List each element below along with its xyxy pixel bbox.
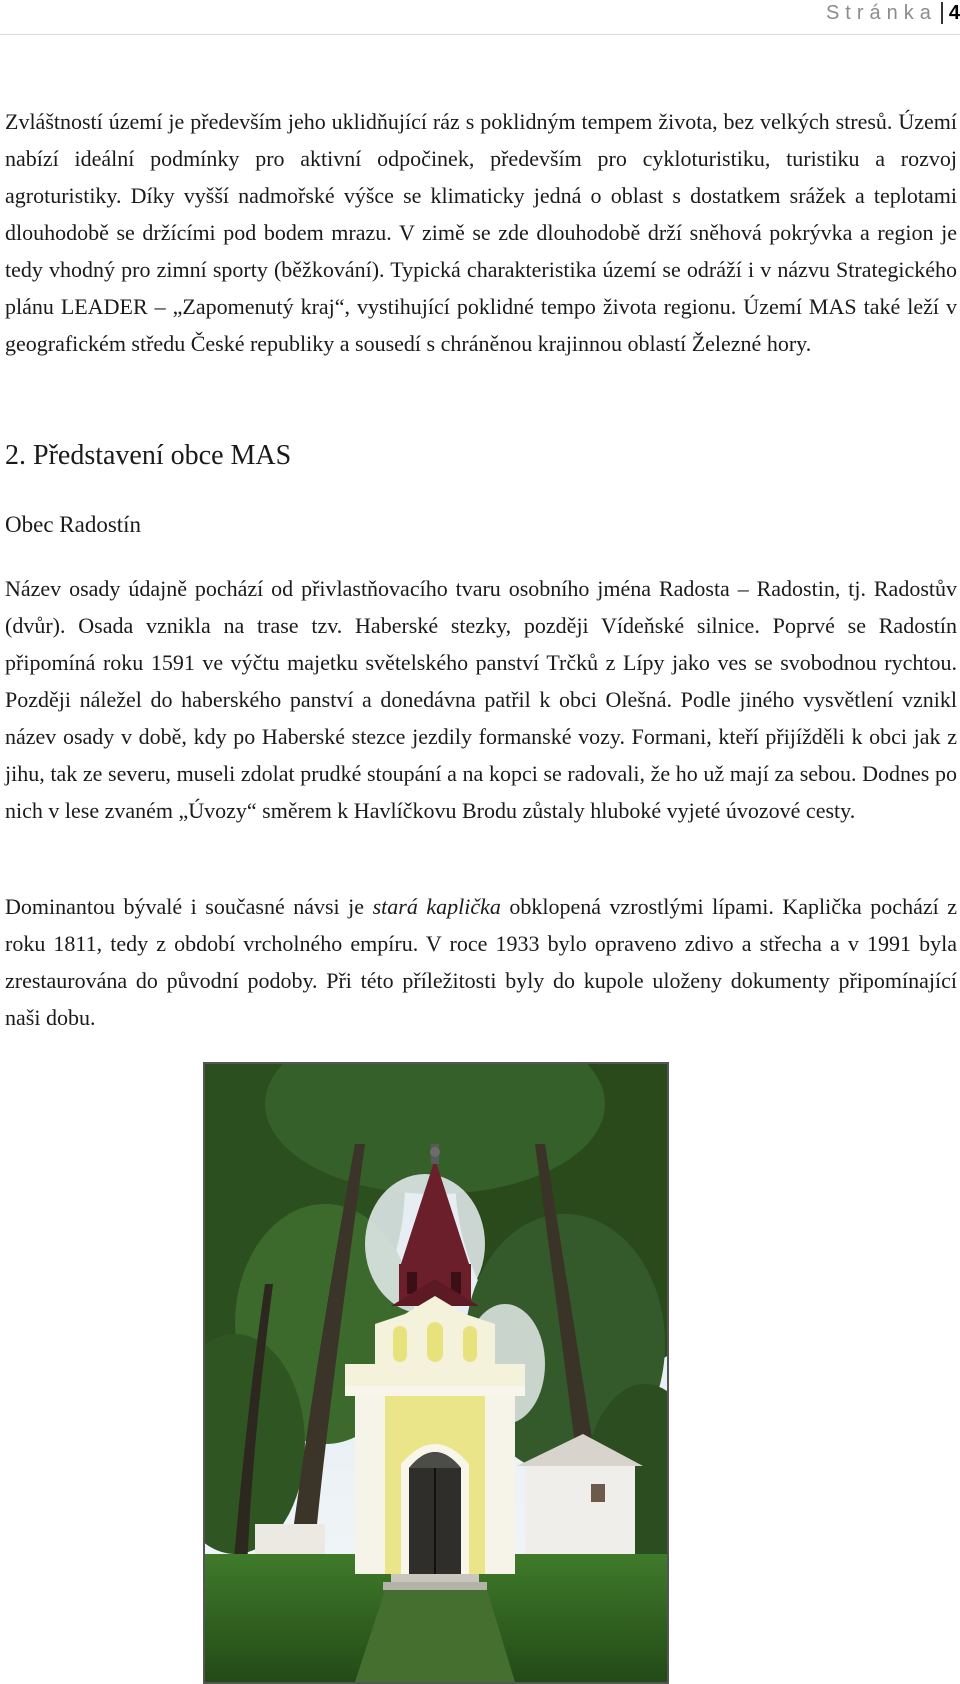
chapel-text-before: Dominantou bývalé i současné návsi je xyxy=(5,894,373,919)
page-number-label xyxy=(826,2,960,25)
intro-paragraph: Zvláštností území je především jeho uklidňující ráz s poklidným tempem života, bez velkých stresů. Území nabízí ideální podmínky pro aktivní odpočinek, především pro cykloturistiku, turistiku a rozvoj agroturistiky. Díky vyšší nadmořské výšce se klimaticky jedná o oblast s dostatkem srážek a teplotami dlouhodobě se držícími pod bodem mrazu. V zimě se zde dlouhodobě drží sněhová pokrývka a region je tedy vhodný pro zimní sporty (běžkování). Typická charakteristika území se odráží i v názvu Strategického plánu LEADER – „Zapomenutý kraj“, vystihující poklidné tempo života regionu. Území MAS také leží v geografickém středu České republiky a sousedí s chráněnou krajinnou oblastí Železné hory. xyxy=(5,109,957,356)
page-label: Stránka xyxy=(825,2,937,24)
chapel-illustration xyxy=(205,1064,667,1682)
subsection-heading: Obec Radostín xyxy=(5,512,142,537)
history-paragraph: Název osady údajně pochází od přivlastňovacího tvaru osobního jména Radosta – Radostin, tj. Radostův (dvůr). Osada vznikla na trase tzv. Haberské stezky, později Vídeňské silnice. Poprvé se Radostín připomíná roku 1591 ve výčtu majetku světelského panství Trčků z Lípy jako ves se svobodnou rychtou. Později náležel do haberského panství a donedávna patřil k obci Olešná. Podle jiného vysvětlení vznikl název osady v době, kdy po Haberské stezce jezdily formanské vozy. Formani, kteří přijížděli k obci jak z jihu, tak ze severu, museli zdolat prudké stoupání a na kopci se radovali, že ho už mají za sebou. Dodnes po nich v lese zvaném „Úvozy“ směrem k Havlíčkovu Brodu zůstaly hluboké vyjeté úvozové cesty. xyxy=(5,576,957,823)
chapel-paragraph xyxy=(5,888,957,1036)
section-heading: 2. Představení obce MAS xyxy=(5,440,292,471)
page-header xyxy=(0,0,960,35)
page-number: 4 xyxy=(941,2,960,24)
intro-paragraph-wrap xyxy=(5,103,957,362)
chapel-text-after: obklopená vzrostlými lípami. Kaplička pochází z roku 1811, tedy z období vrcholného empíru. V roce 1933 bylo opraveno zdivo a střecha a v 1991 byla zrestaurována do původní podoby. Při této příležitosti byly do kupole uloženy dokumenty připomínající naši dobu. xyxy=(5,894,957,1030)
chapel-photo xyxy=(203,1062,669,1684)
chapel-italic: stará kaplička xyxy=(372,894,501,919)
